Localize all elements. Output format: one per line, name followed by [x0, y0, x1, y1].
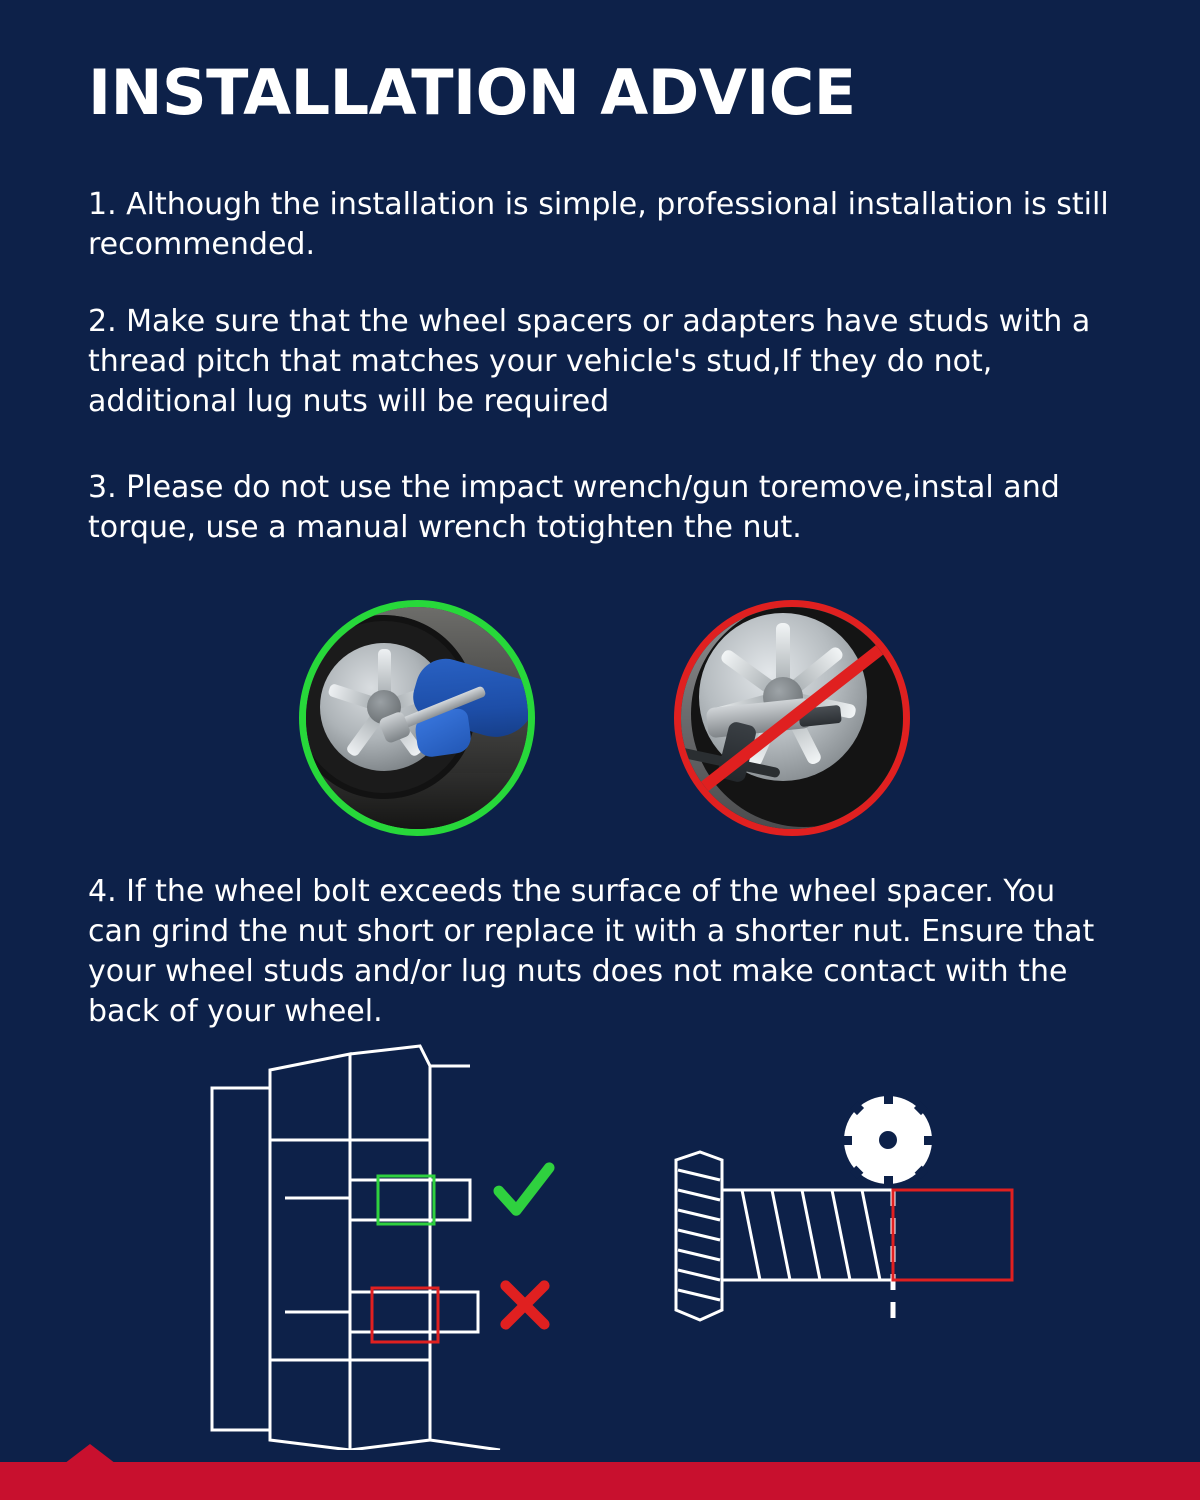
grind-off-section [893, 1190, 1012, 1280]
grinding-disc-icon [840, 1092, 936, 1188]
impact-gun-photo-bad [674, 600, 910, 836]
flush-stud-highlight [378, 1176, 434, 1224]
manual-wrench-photo-good [299, 600, 535, 836]
advice-paragraph-3: 3. Please do not use the impact wrench/gun toremove,instal and torque, use a manual wrench totighten the nut. [88, 470, 1060, 545]
technical-diagram [0, 1030, 1200, 1450]
photo-comparison-row [0, 600, 1200, 830]
bottom-accent-bar [0, 1462, 1200, 1500]
protruding-stud-highlight [372, 1288, 438, 1342]
advice-paragraph-1: 1. Although the installation is simple, professional installation is still recommended. [88, 187, 1109, 262]
check-mark-icon [493, 1160, 555, 1222]
advice-paragraph-2: 2. Make sure that the wheel spacers or adapters have studs with a thread pitch that matches your vehicle's stud,If they do not, additional lug nuts will be required [88, 304, 1091, 419]
x-mark-icon [498, 1278, 552, 1332]
advice-paragraph-4: 4. If the wheel bolt exceeds the surface of the wheel spacer. You can grind the nut short or replace it with a shorter nut. Ensure that your wheel studs and/or lug nuts does not make contact with the back of your wheel. [88, 874, 1095, 1029]
bolt-grinding-diagram [676, 1152, 1012, 1320]
page-title: INSTALLATION ADVICE [88, 56, 856, 129]
wheel-spacer-cross-section [212, 1046, 500, 1450]
